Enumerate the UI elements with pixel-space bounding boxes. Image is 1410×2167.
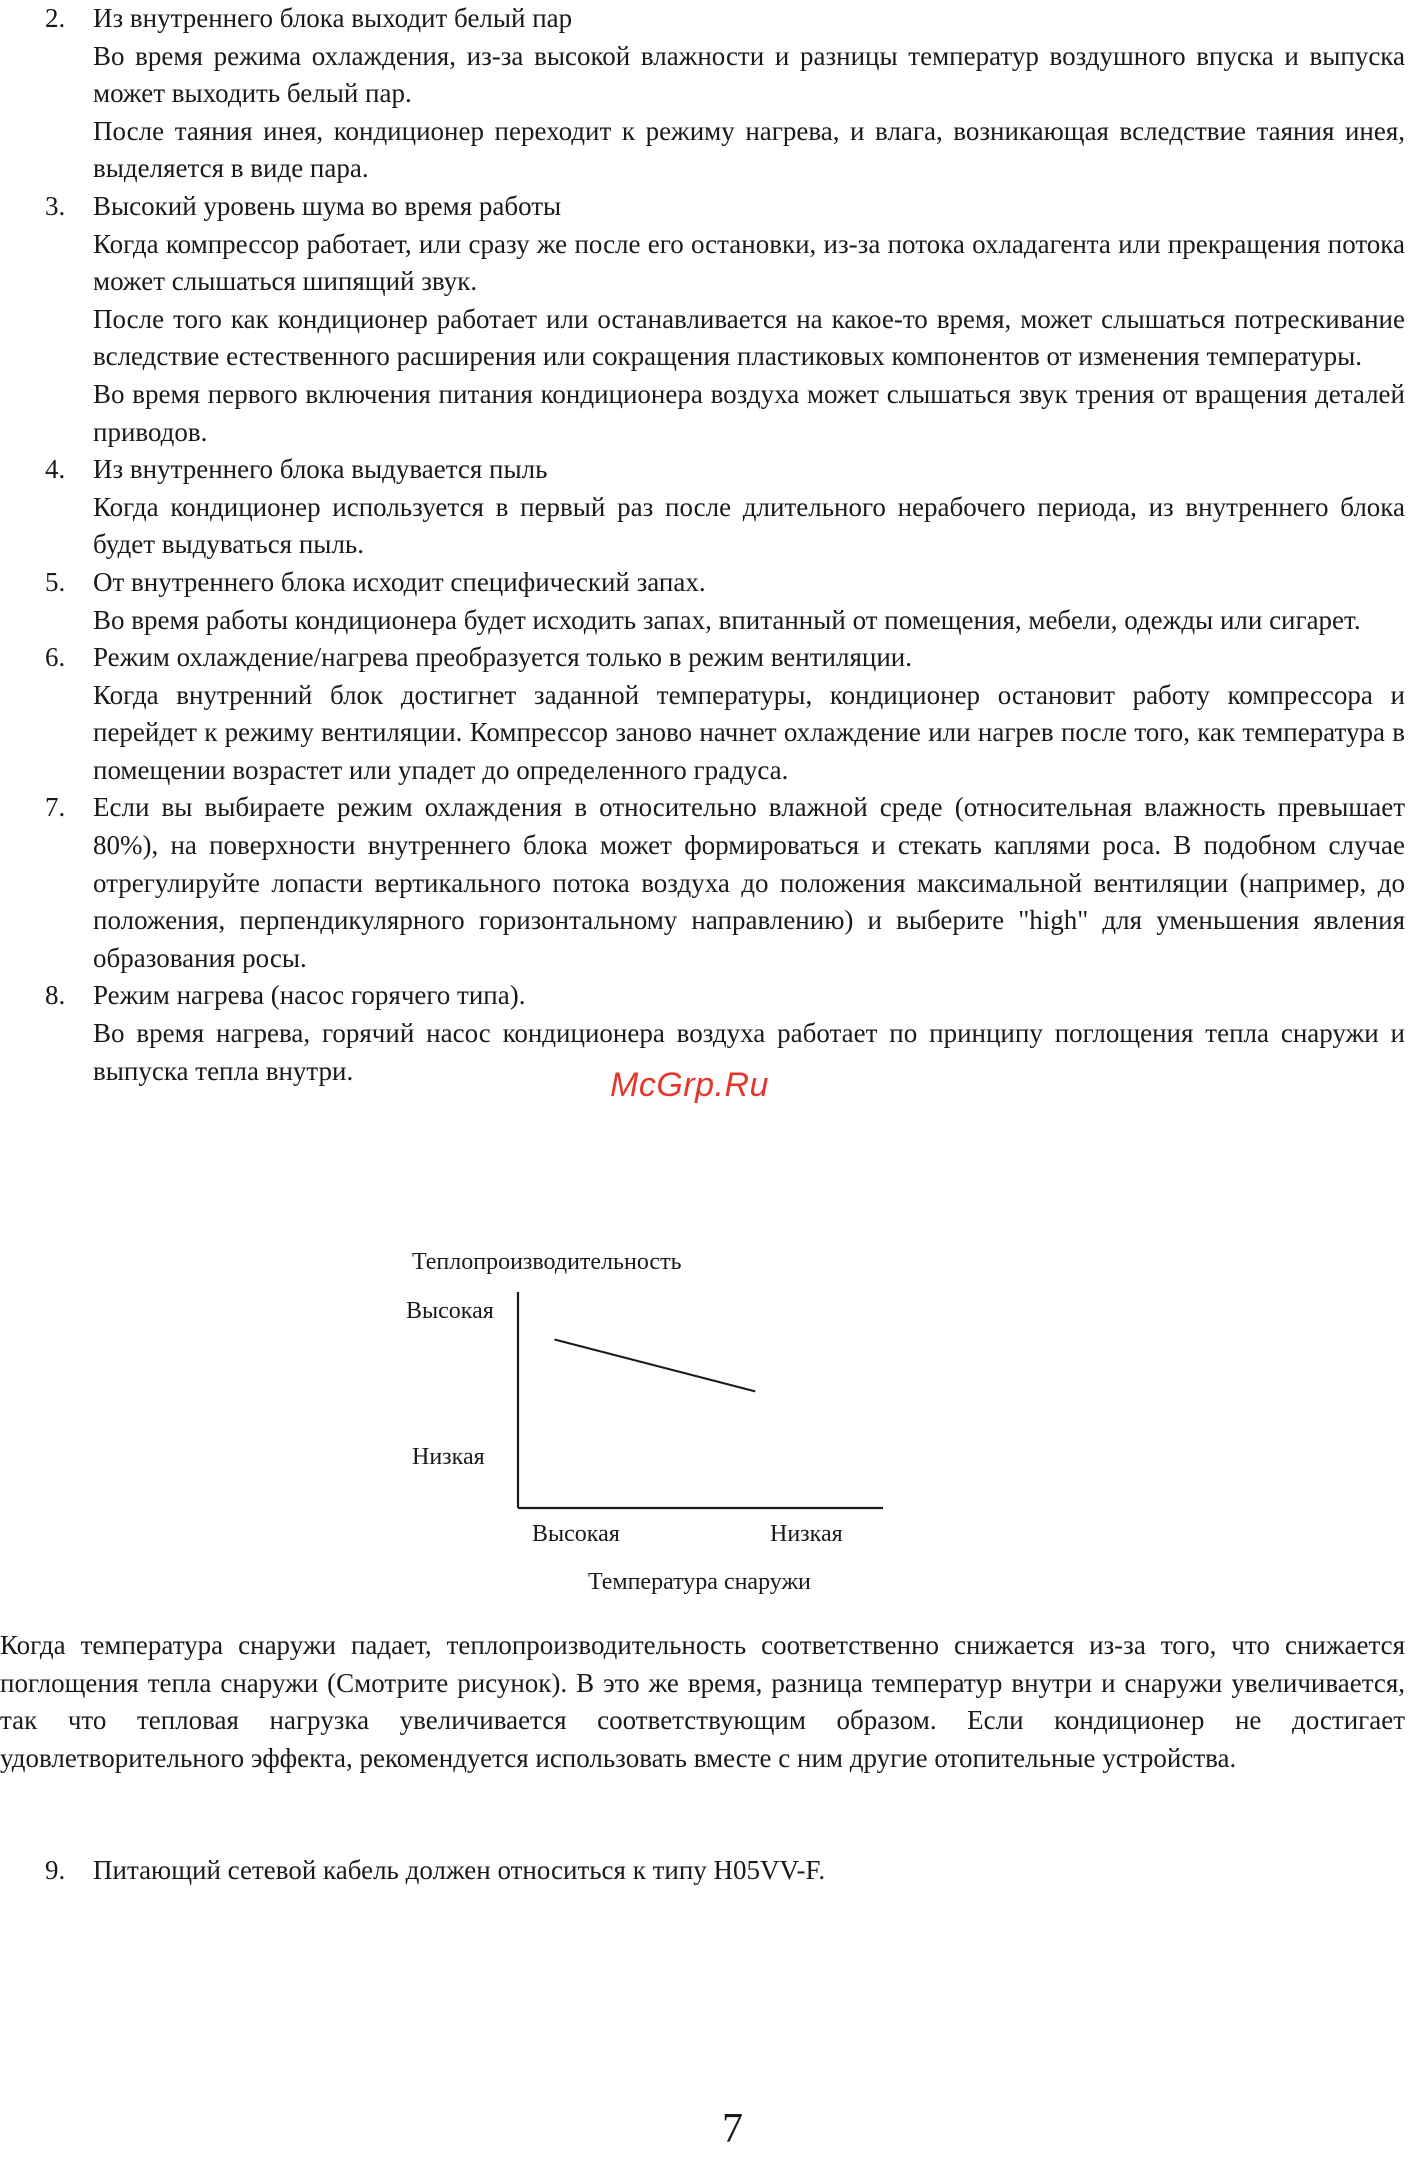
item-paragraph: Когда компрессор работает, или сразу же после его остановки, из-за потока охладагента или прекращения потока может слышаться шипящий звук. bbox=[93, 228, 1405, 297]
item-heading: Высокий уровень шума во время работы bbox=[93, 190, 562, 221]
watermark: McGrp.Ru bbox=[610, 1066, 769, 1104]
item-number: 3. bbox=[45, 190, 66, 221]
chart-series-line-0 bbox=[555, 1340, 756, 1392]
list-item bbox=[45, 188, 1405, 451]
item-number: 5. bbox=[45, 566, 66, 597]
chart-y-tick-low: Низкая bbox=[412, 1444, 485, 1470]
item-number: 2. bbox=[45, 3, 66, 33]
item-paragraph: Во время первого включения питания кондиционера воздуха может слышаться звук трения от вращения деталей приводов. bbox=[93, 378, 1405, 447]
item-heading: Из внутреннего блока выходит белый пар bbox=[93, 3, 573, 33]
item-number: 8. bbox=[45, 980, 66, 1011]
item-heading: Если вы выбираете режим охлаждения в относительно влажной среде (относительная влажность превышает 80%), на поверхности внутреннего блока может формироваться и стекать каплями роса. В подобном случае отрегулируйте лопасти вертикального потока воздуха до положения максимальной вентиляции (например, до положения, перпендикулярного горизонтальному направлению) и выберите "high" для уменьшения явления образования росы. bbox=[93, 792, 1405, 973]
chart-x-tick-high: Высокая bbox=[532, 1521, 620, 1547]
chart-x-tick-low: Низкая bbox=[770, 1521, 843, 1547]
page-number: 7 bbox=[722, 2106, 743, 2152]
item-paragraph: Во время нагрева, горячий насос кондиционера воздуха работает по принципу поглощения тепла снаружи и выпуска тепла внутри. bbox=[93, 1018, 1405, 1086]
item-heading: Режим охлаждение/нагрева преобразуется только в режим вентиляции. bbox=[93, 642, 912, 673]
chart-y-axis-title: Теплопроизводительность bbox=[412, 1249, 682, 1275]
heating-note-paragraph: Когда температура снаружи падает, теплопроизводительность соответственно снижается из-за того, что снижается поглощения тепла снаружи (Смотрите рисунок). В это же время, разница температур внутри и снаружи увеличивается, так что тепловая нагрузка увеличивается соответствующим образом. Если кондиционер не достигает удовлетворительного эффекта, рекомендуется использовать вместе с ним другие отопительные устройства. bbox=[0, 1630, 1405, 1773]
item-paragraph: После того как кондиционер работает или останавливается на какое-то время, может слышаться потрескивание вследствие естественного расширения или сокращения пластиковых компонентов от изменения температуры. bbox=[93, 303, 1405, 372]
item-paragraph: После таяния инея, кондиционер переходит к режиму нагрева, и влага, возникающая вследствие таяния инея, выделяется в виде пара. bbox=[93, 115, 1405, 184]
item-paragraph: Во время работы кондиционера будет исходить запах, впитанный от помещения, мебели, одежды или сигарет. bbox=[93, 604, 1361, 635]
item-number: 7. bbox=[45, 792, 66, 823]
item-number: 6. bbox=[45, 642, 66, 673]
item-heading: Режим нагрева (насос горячего типа). bbox=[93, 980, 526, 1011]
item-heading: Из внутреннего блока выдувается пыль bbox=[93, 454, 548, 485]
list-item-9 bbox=[45, 1852, 825, 1890]
item-number: 4. bbox=[45, 454, 66, 485]
list-item bbox=[45, 789, 1405, 977]
item-paragraph: Во время режима охлаждения, из-за высокой влажности и разницы температур воздушного впуска и выпуска может выходить белый пар. bbox=[93, 40, 1405, 109]
troubleshooting-list bbox=[45, 0, 1405, 1090]
item-heading: От внутреннего блока исходит специфический запах. bbox=[93, 566, 706, 597]
list-item bbox=[45, 639, 1405, 789]
item-number: 9. bbox=[45, 1855, 66, 1885]
list-item bbox=[45, 0, 1405, 188]
chart-y-tick-high: Высокая bbox=[406, 1298, 494, 1324]
item-text: Питающий сетевой кабель должен относиться к типу H05VV-F. bbox=[93, 1855, 826, 1885]
item-paragraph: Когда кондиционер используется в первый раз после длительного нерабочего периода, из внутреннего блока будет выдуваться пыль. bbox=[93, 491, 1405, 560]
list-item bbox=[45, 451, 1405, 564]
item-paragraph: Когда внутренний блок достигнет заданной температуры, кондиционер остановит работу компрессора и перейдет к режиму вентиляции. Компрессор заново начнет охлаждение или нагрев после того, как температура в помещении возрастет или упадет до определенного градуса. bbox=[93, 679, 1405, 785]
chart-x-axis-title: Температура снаружи bbox=[588, 1569, 811, 1595]
list-item bbox=[45, 564, 1405, 639]
